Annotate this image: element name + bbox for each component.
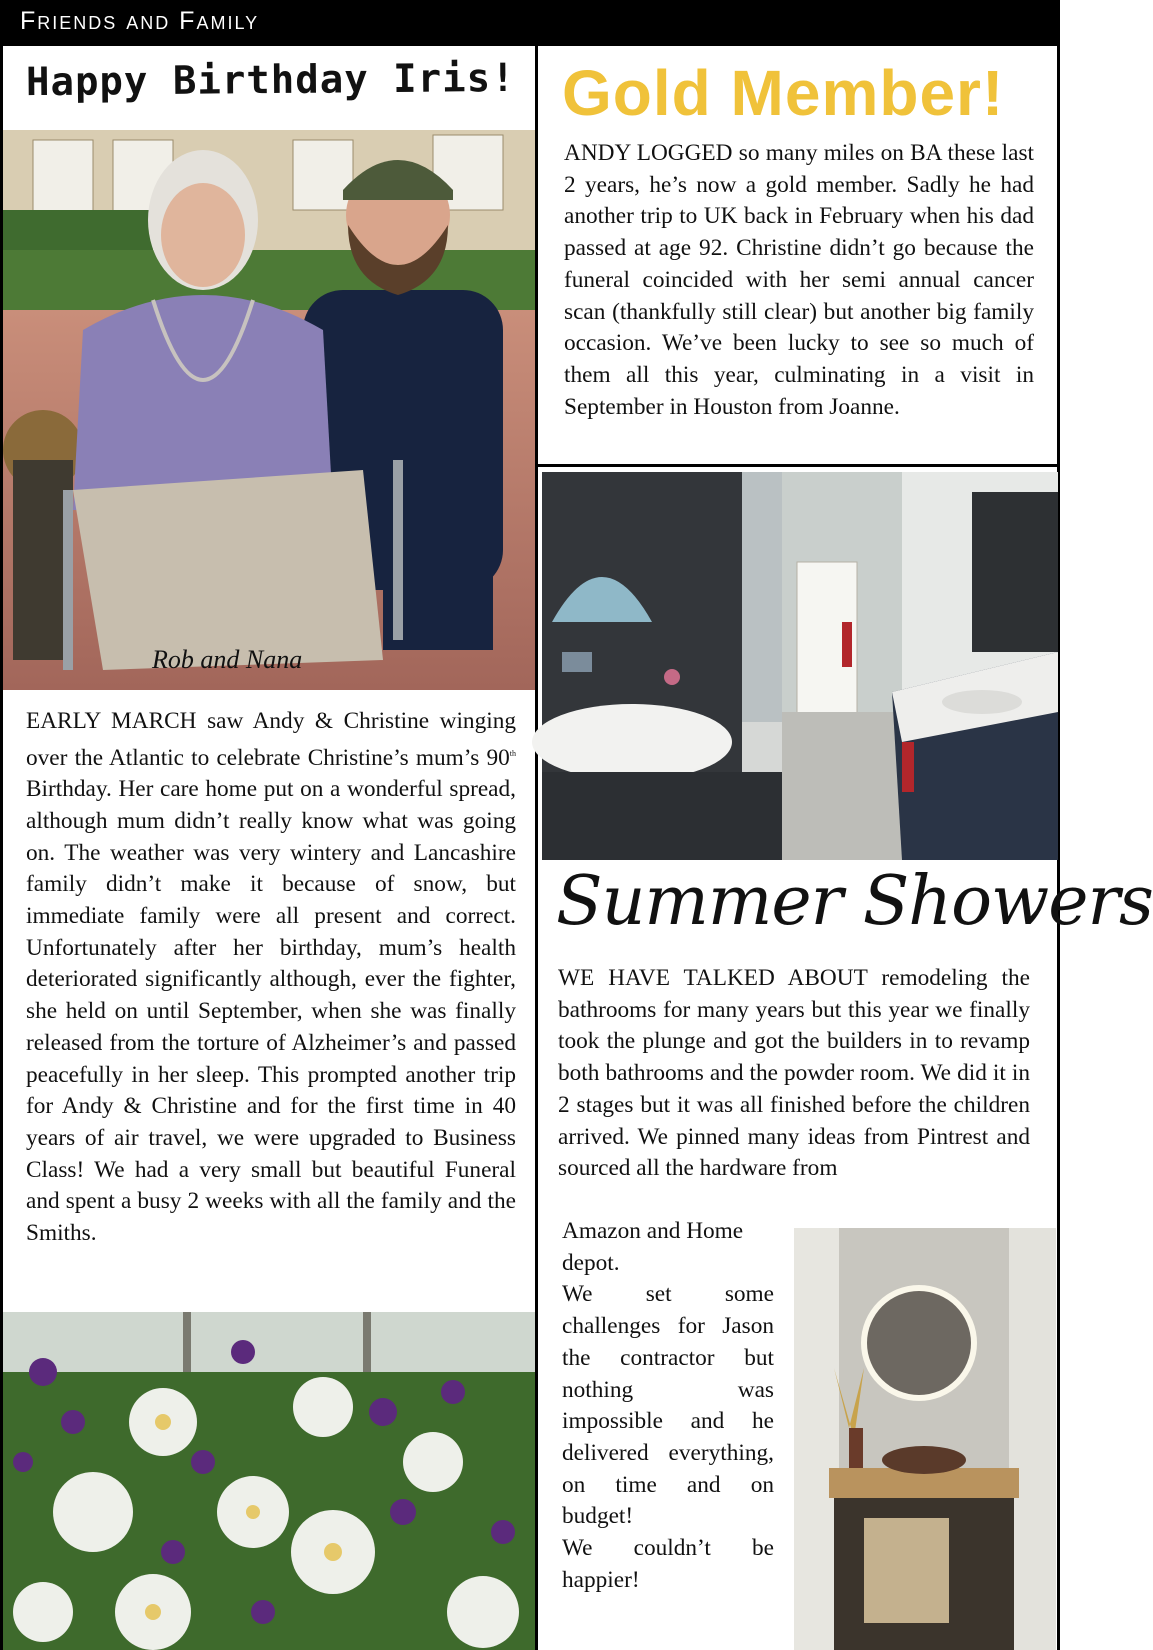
summer-narrow-2: We set some challenges for Jason the contractor but nothing was impossible and he delivered everything, on time and on budget! bbox=[562, 1281, 774, 1530]
birthday-lead: EARLY MARCH bbox=[26, 708, 197, 734]
summer-narrow-1: Amazon and Home depot. bbox=[562, 1218, 744, 1276]
gold-lead: ANDY LOGGED bbox=[564, 140, 733, 166]
photo-caption: Rob and Nana bbox=[152, 645, 303, 674]
gold-body-text: so many miles on BA these last 2 years, he’s now a gold member. Sadly he had another trip to UK back in February when his dad passed at age 92. Christine didn’t go because the funeral coincided with her semi annual cancer scan (thankfully still clear) but another big family occasion. We’ve been lucky to see so much of them all this year, culminating in a visit in September in Houston from Joanne. bbox=[564, 140, 1035, 420]
section-header bbox=[0, 0, 1060, 46]
bathroom-photo bbox=[542, 472, 1058, 860]
flowers-photo bbox=[3, 1312, 535, 1650]
gold-body bbox=[564, 138, 1034, 423]
summer-heading: Summer Showers bbox=[556, 862, 1153, 941]
gold-heading: Gold Member! bbox=[562, 57, 1005, 129]
powder-room-photo bbox=[794, 1228, 1056, 1650]
center-divider bbox=[535, 46, 538, 1650]
summer-narrow-text bbox=[562, 1216, 774, 1596]
birthday-body-pre: saw Andy & Christine winging over the Atlantic to celebrate Christine’s mum’s 90 bbox=[26, 708, 516, 771]
summer-body bbox=[558, 963, 1030, 1185]
section-title: Friends and Family bbox=[20, 7, 260, 35]
birthday-body bbox=[26, 706, 516, 1250]
summer-lead: WE HAVE TALKED ABOUT bbox=[558, 965, 868, 991]
gold-divider bbox=[538, 464, 1060, 467]
summer-narrow-3: We couldn’t be happier! bbox=[562, 1535, 774, 1593]
birthday-heading: Happy Birthday Iris! bbox=[25, 55, 516, 106]
rob-and-nana-photo bbox=[3, 130, 535, 690]
birthday-body-post: Birthday. Her care home put on a wonderful spread, although mum didn’t really know what was going on. The weather was very wintery and Lancashire family didn’t make it because of snow, but immediate family were all present and correct. Unfortunately after her birthday, mum’s health deteriorated significantly although, ever the fighter, she held on until September, when she was finally released from the torture of Alzheimer’s and passed peacefully in her sleep. This prompted another trip for Andy & Christine and for the first time in 40 years of air travel, we were upgraded to Business Class! We had a very small but beautiful Funeral and spent a busy 2 weeks with all the family and the Smiths. bbox=[26, 776, 516, 1247]
summer-body-text: remodeling the bathrooms for many years but this year we finally took the plunge and got the builders in to revamp both bathrooms and the powder room. We did it in 2 stages but it was all finished before the children arrived. We pinned many ideas from Pintrest and sourced all the hardware from bbox=[558, 965, 1030, 1182]
birthday-ordinal: th bbox=[509, 748, 516, 758]
